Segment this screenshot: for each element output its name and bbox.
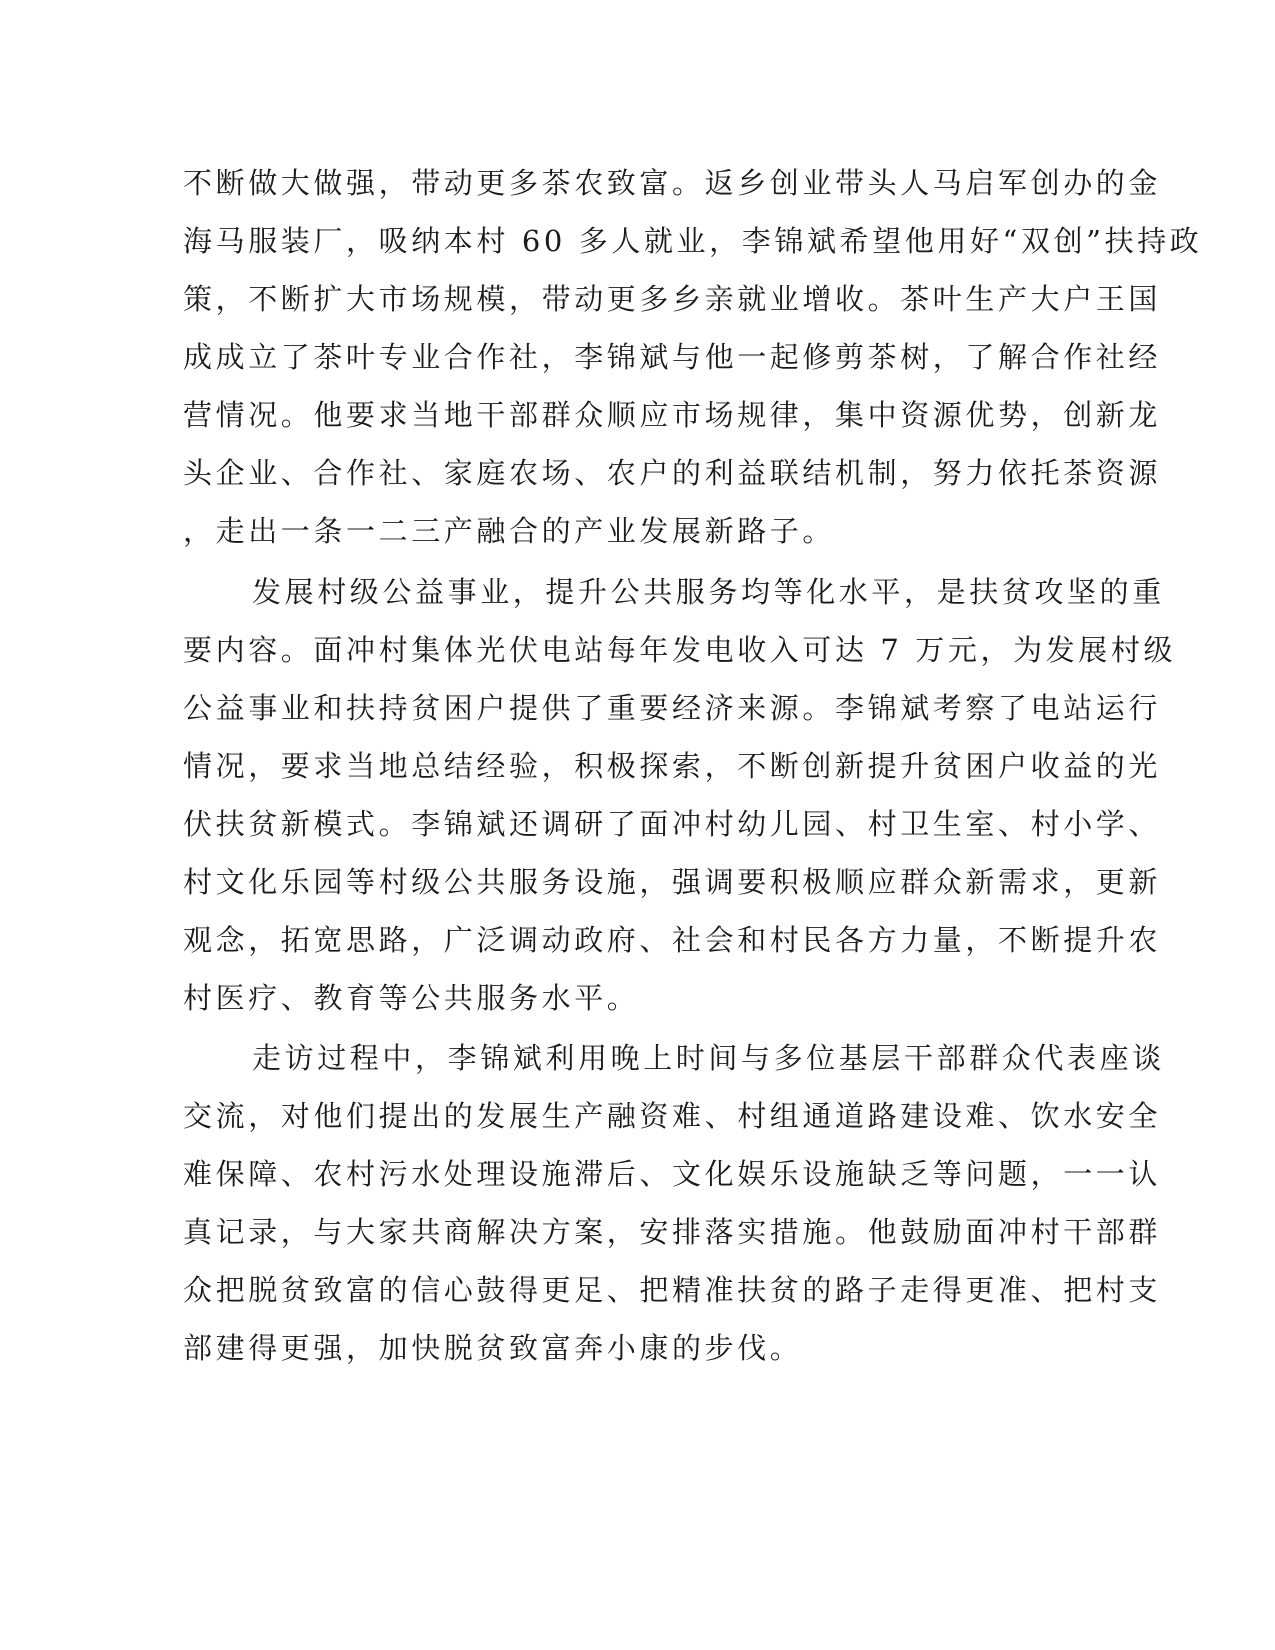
text-line: 要内容。面冲村集体光伏电站每年发电收入可达 7 万元，为发展村级 — [183, 633, 1177, 667]
text-line: 成成立了茶叶专业合作社，李锦斌与他一起修剪茶树，了解合作社经 — [183, 340, 1162, 374]
text-line: 观念，拓宽思路，广泛调动政府、社会和村民各方力量，不断提升农 — [183, 923, 1162, 957]
text-line: 村医疗、教育等公共服务水平。 — [183, 981, 640, 1015]
text-line: 公益事业和扶持贫困户提供了重要经济来源。李锦斌考察了电站运行 — [183, 691, 1162, 725]
text-line: 难保障、农村污水处理设施滞后、文化娱乐设施缺乏等问题，一一认 — [183, 1157, 1162, 1191]
text-line: 众把脱贫致富的信心鼓得更足、把精准扶贫的路子走得更准、把村支 — [183, 1273, 1162, 1307]
text-line: 策，不断扩大市场规模，带动更多乡亲就业增收。茶叶生产大户王国 — [183, 282, 1162, 316]
text-line: 伏扶贫新模式。李锦斌还调研了面冲村幼儿园、村卫生室、村小学、 — [183, 807, 1162, 841]
text-line: 村文化乐园等村级公共服务设施，强调要积极顺应群众新需求，更新 — [183, 865, 1162, 899]
text-line: 真记录，与大家共商解决方案，安排落实措施。他鼓励面冲村干部群 — [183, 1215, 1162, 1249]
paragraph-first-line: 走访过程中，李锦斌利用晚上时间与多位基层干部群众代表座谈 — [252, 1041, 1165, 1075]
text-line: 海马服装厂，吸纳本村 60 多人就业，李锦斌希望他用好“双创”扶持政 — [183, 224, 1203, 258]
text-line: 部建得更强，加快脱贫致富奔小康的步伐。 — [183, 1331, 803, 1365]
text-line: 情况，要求当地总结经验，积极探索，不断创新提升贫困户收益的光 — [183, 749, 1162, 783]
text-line: 交流，对他们提出的发展生产融资难、村组通道路建设难、饮水安全 — [183, 1099, 1162, 1133]
text-line: 不断做大做强，带动更多茶农致富。返乡创业带头人马启军创办的金 — [183, 166, 1162, 200]
text-line: 营情况。他要求当地干部群众顺应市场规律，集中资源优势，创新龙 — [183, 398, 1162, 432]
text-line: 头企业、合作社、家庭农场、农户的利益联结机制，努力依托茶资源 — [183, 456, 1162, 490]
paragraph-first-line: 发展村级公益事业，提升公共服务均等化水平，是扶贫攻坚的重 — [252, 575, 1165, 609]
text-line: ，走出一条一二三产融合的产业发展新路子。 — [183, 514, 836, 548]
